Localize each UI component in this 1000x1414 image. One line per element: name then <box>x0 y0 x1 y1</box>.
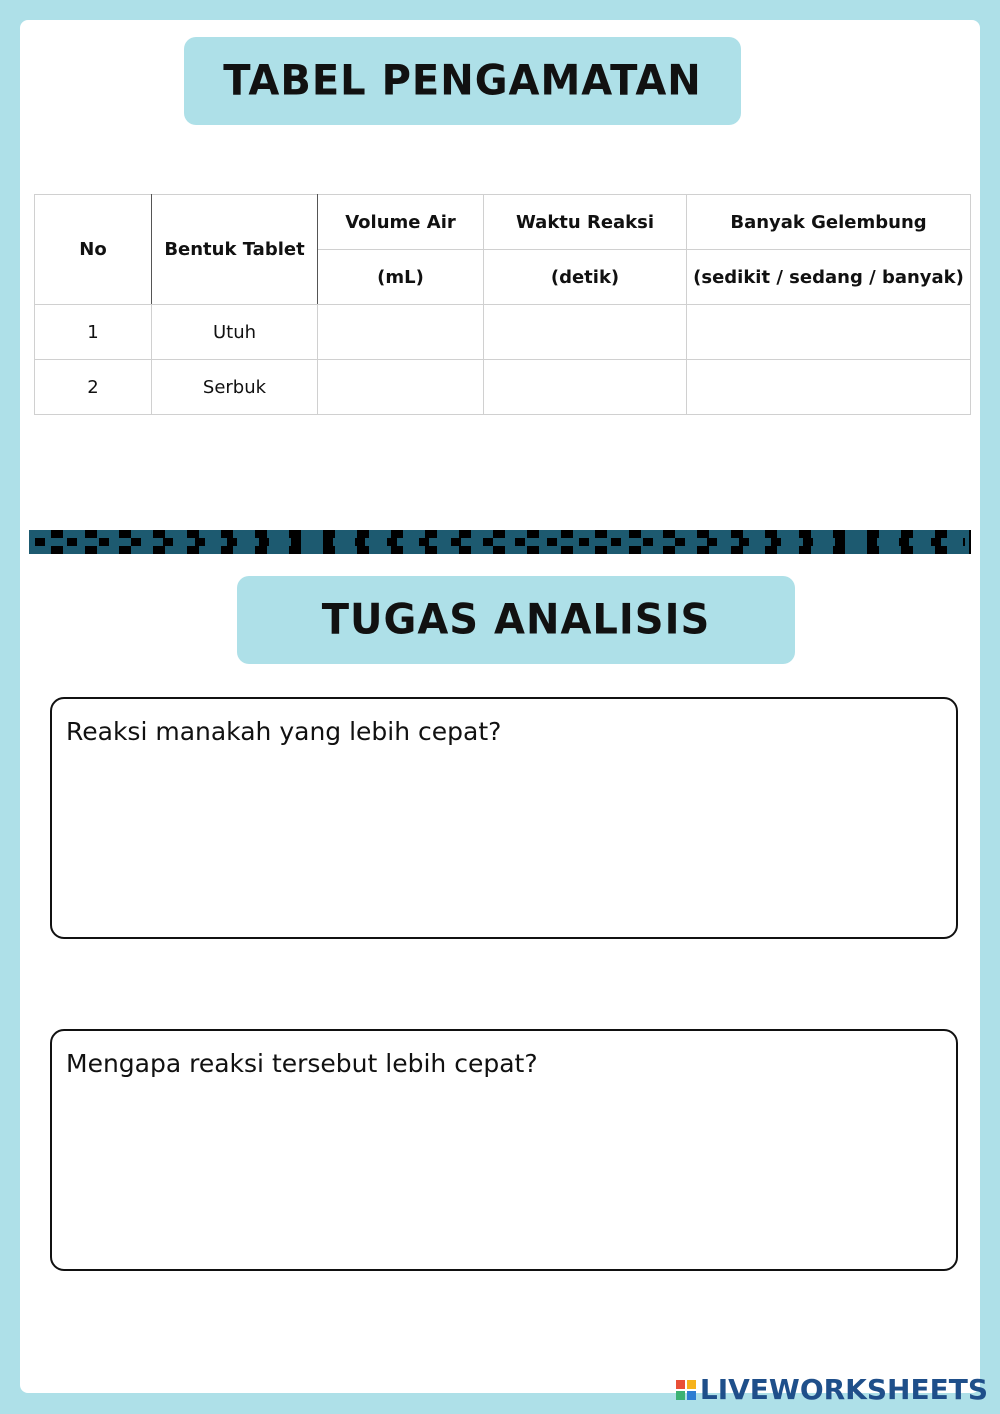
volume-input-cell[interactable] <box>318 305 484 360</box>
analysis-title: TUGAS ANALISIS <box>321 595 711 645</box>
question-text-2: Mengapa reaksi tersebut lebih cepat? <box>66 1049 538 1078</box>
liveworksheets-brand <box>676 1373 988 1406</box>
observation-title-box <box>184 37 741 125</box>
table-row <box>35 305 971 360</box>
bubbles-input-cell[interactable] <box>687 360 971 415</box>
header-no: No <box>35 195 152 305</box>
row-no: 2 <box>35 360 152 415</box>
brand-name: LIVEWORKSHEETS <box>699 1373 988 1406</box>
time-input-cell[interactable] <box>484 360 687 415</box>
row-no: 1 <box>35 305 152 360</box>
header-volume: Volume Air <box>318 195 484 250</box>
header-bubbles: Banyak Gelembung <box>687 195 971 250</box>
bubbles-input-cell[interactable] <box>687 305 971 360</box>
question-answer-box-2[interactable] <box>50 1029 958 1271</box>
volume-input-cell[interactable] <box>318 360 484 415</box>
analysis-title-box <box>237 576 795 664</box>
row-shape: Serbuk <box>152 360 318 415</box>
question-text-1: Reaksi manakah yang lebih cepat? <box>66 717 502 746</box>
header-volume-unit: (mL) <box>318 250 484 305</box>
table-row <box>35 360 971 415</box>
observation-title: TABEL PENGAMATAN <box>223 56 702 106</box>
row-shape: Utuh <box>152 305 318 360</box>
liveworksheets-logo-icon <box>676 1380 696 1400</box>
question-answer-box-1[interactable] <box>50 697 958 939</box>
time-input-cell[interactable] <box>484 305 687 360</box>
observation-table <box>34 194 971 415</box>
section-divider <box>29 530 971 554</box>
header-time-unit: (detik) <box>484 250 687 305</box>
header-time: Waktu Reaksi <box>484 195 687 250</box>
header-bubbles-unit: (sedikit / sedang / banyak) <box>687 250 971 305</box>
header-shape: Bentuk Tablet <box>152 195 318 305</box>
